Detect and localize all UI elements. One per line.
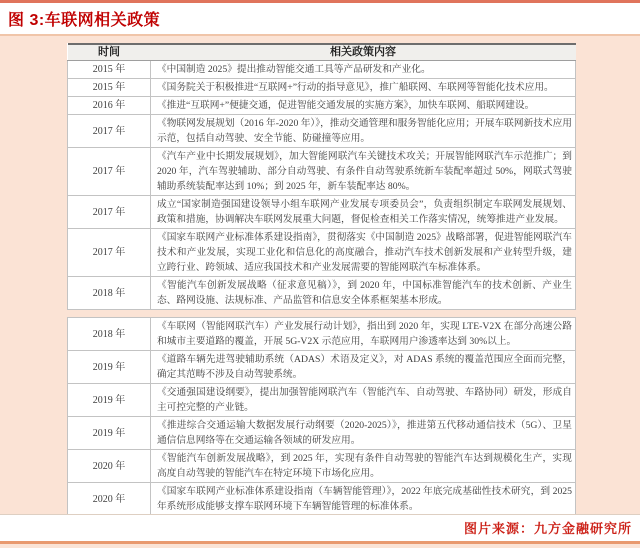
policy-content: 《车联网（智能网联汽车）产业发展行动计划》，指出到 2020 年，实现 LTE-V2X 在部分高速公路和城市主要道路的覆盖，开展 5G-V2X 示范应用，车联网用户渗透率达到 30%以上。 — [151, 318, 576, 351]
image-source-text: 图片来源：九方金融研究所 — [463, 521, 632, 536]
policy-year: 2016 年 — [68, 97, 151, 115]
policy-year: 2015 年 — [68, 79, 151, 97]
policy-row — [68, 115, 576, 148]
policy-table-upper-body — [68, 61, 576, 310]
policy-content: 《国家车联网产业标准体系建设指南（车辆智能管理）》，2022 年底完成基础性技术研究，到 2025 年系统形成能够支撑车联网环境下车辆智能管理的标准体系。 — [151, 483, 576, 516]
policy-row — [68, 318, 576, 351]
policy-content: 《物联网发展规划（2016 年-2020 年）》，推动交通管理和服务智能化应用；开展车联网新技术应用示范，包括自动驾驶、安全节能、防碰撞等应用。 — [151, 115, 576, 148]
policy-year: 2020 年 — [68, 483, 151, 516]
policy-row — [68, 351, 576, 384]
policy-year: 2017 年 — [68, 229, 151, 277]
policy-content: 《道路车辆先进驾驶辅助系统（ADAS）术语及定义》，对 ADAS 系统的覆盖范围应全面而完整，确定其范畴不涉及自动驾驶系统。 — [151, 351, 576, 384]
policy-year: 2017 年 — [68, 115, 151, 148]
policy-row — [68, 61, 576, 79]
figure-title-band — [0, 3, 640, 34]
policy-content: 成立“国家制造强国建设领导小组车联网产业发展专项委员会”，负责组织制定车联网发展规划、政策和措施，协调解决车联网发展重大问题，督促检查相关工作落实情况，统筹推进产业发展。 — [151, 196, 576, 229]
policy-year: 2018 年 — [68, 318, 151, 351]
policy-table-lower — [67, 317, 576, 516]
column-header-policy: 相关政策内容 — [151, 44, 576, 61]
column-header-time: 时间 — [68, 44, 151, 61]
policy-row — [68, 483, 576, 516]
policy-content: 《智能汽车创新发展战略》，到 2025 年，实现有条件自动驾驶的智能汽车达到规模化生产，实现高度自动驾驶的智能汽车在特定环境下市场化应用。 — [151, 450, 576, 483]
table-header-row — [68, 44, 576, 61]
figure-content-area — [0, 36, 640, 516]
policy-table-upper — [67, 43, 576, 310]
table-section-gap — [67, 310, 640, 317]
policy-row — [68, 384, 576, 417]
policy-year: 2017 年 — [68, 148, 151, 196]
policy-table-lower-body — [68, 318, 576, 516]
policy-content: 《国家车联网产业标准体系建设指南》，贯彻落实《中国制造 2025》战略部署，促进智能网联汽车技术和产业发展，实现工业化和信息化的高度融合，推动汽车技术创新发展和产业转型升级，建立跨行业、跨领域、适应我国技术和产业发展需要的智能网联汽车标准体系。 — [151, 229, 576, 277]
policy-row — [68, 229, 576, 277]
policy-row — [68, 277, 576, 310]
policy-content: 《中国制造 2025》提出推动智能交通工具等产品研发和产业化。 — [151, 61, 576, 79]
image-source-band — [0, 514, 640, 544]
policy-row — [68, 97, 576, 115]
policy-year: 2015 年 — [68, 61, 151, 79]
policy-year: 2019 年 — [68, 384, 151, 417]
policy-year: 2018 年 — [68, 277, 151, 310]
policy-row — [68, 196, 576, 229]
policy-year: 2019 年 — [68, 417, 151, 450]
policy-row — [68, 79, 576, 97]
figure-title: 图 3:车联网相关政策 — [8, 12, 161, 29]
policy-row — [68, 417, 576, 450]
policy-row — [68, 148, 576, 196]
policy-year: 2020 年 — [68, 450, 151, 483]
policy-content: 《交通强国建设纲要》，提出加强智能网联汽车（智能汽车、自动驾驶、车路协同）研发，形成自主可控完整的产业链。 — [151, 384, 576, 417]
policy-content: 《推进综合交通运输大数据发展行动纲要（2020-2025）》，推进第五代移动通信技术（5G）、卫星通信信息网络等在交通运输各领域的研发应用。 — [151, 417, 576, 450]
policy-content: 《汽车产业中长期发展规划》，加大智能网联汽车关键技术攻关；开展智能网联汽车示范推广；到 2020 年，汽车驾驶辅助、部分自动驾驶、有条件自动驾驶系统新车装配率超过 50%，网联式驾驶辅助系统装配率达到 10%；到 2025 年，新车装配率达 80%。 — [151, 148, 576, 196]
policy-content: 《国务院关于积极推进“互联网+”行动的指导意见》，推广船联网、车联网等智能化技术应用。 — [151, 79, 576, 97]
policy-year: 2017 年 — [68, 196, 151, 229]
policy-year: 2019 年 — [68, 351, 151, 384]
policy-content: 《智能汽车创新发展战略（征求意见稿）》，到 2020 年，中国标准智能汽车的技术创新、产业生态、路网设施、法规标准、产品监管和信息安全体系框架基本形成。 — [151, 277, 576, 310]
policy-row — [68, 450, 576, 483]
policy-content: 《推进“互联网+”便捷交通，促进智能交通发展的实施方案》，加快车联网、船联网建设。 — [151, 97, 576, 115]
